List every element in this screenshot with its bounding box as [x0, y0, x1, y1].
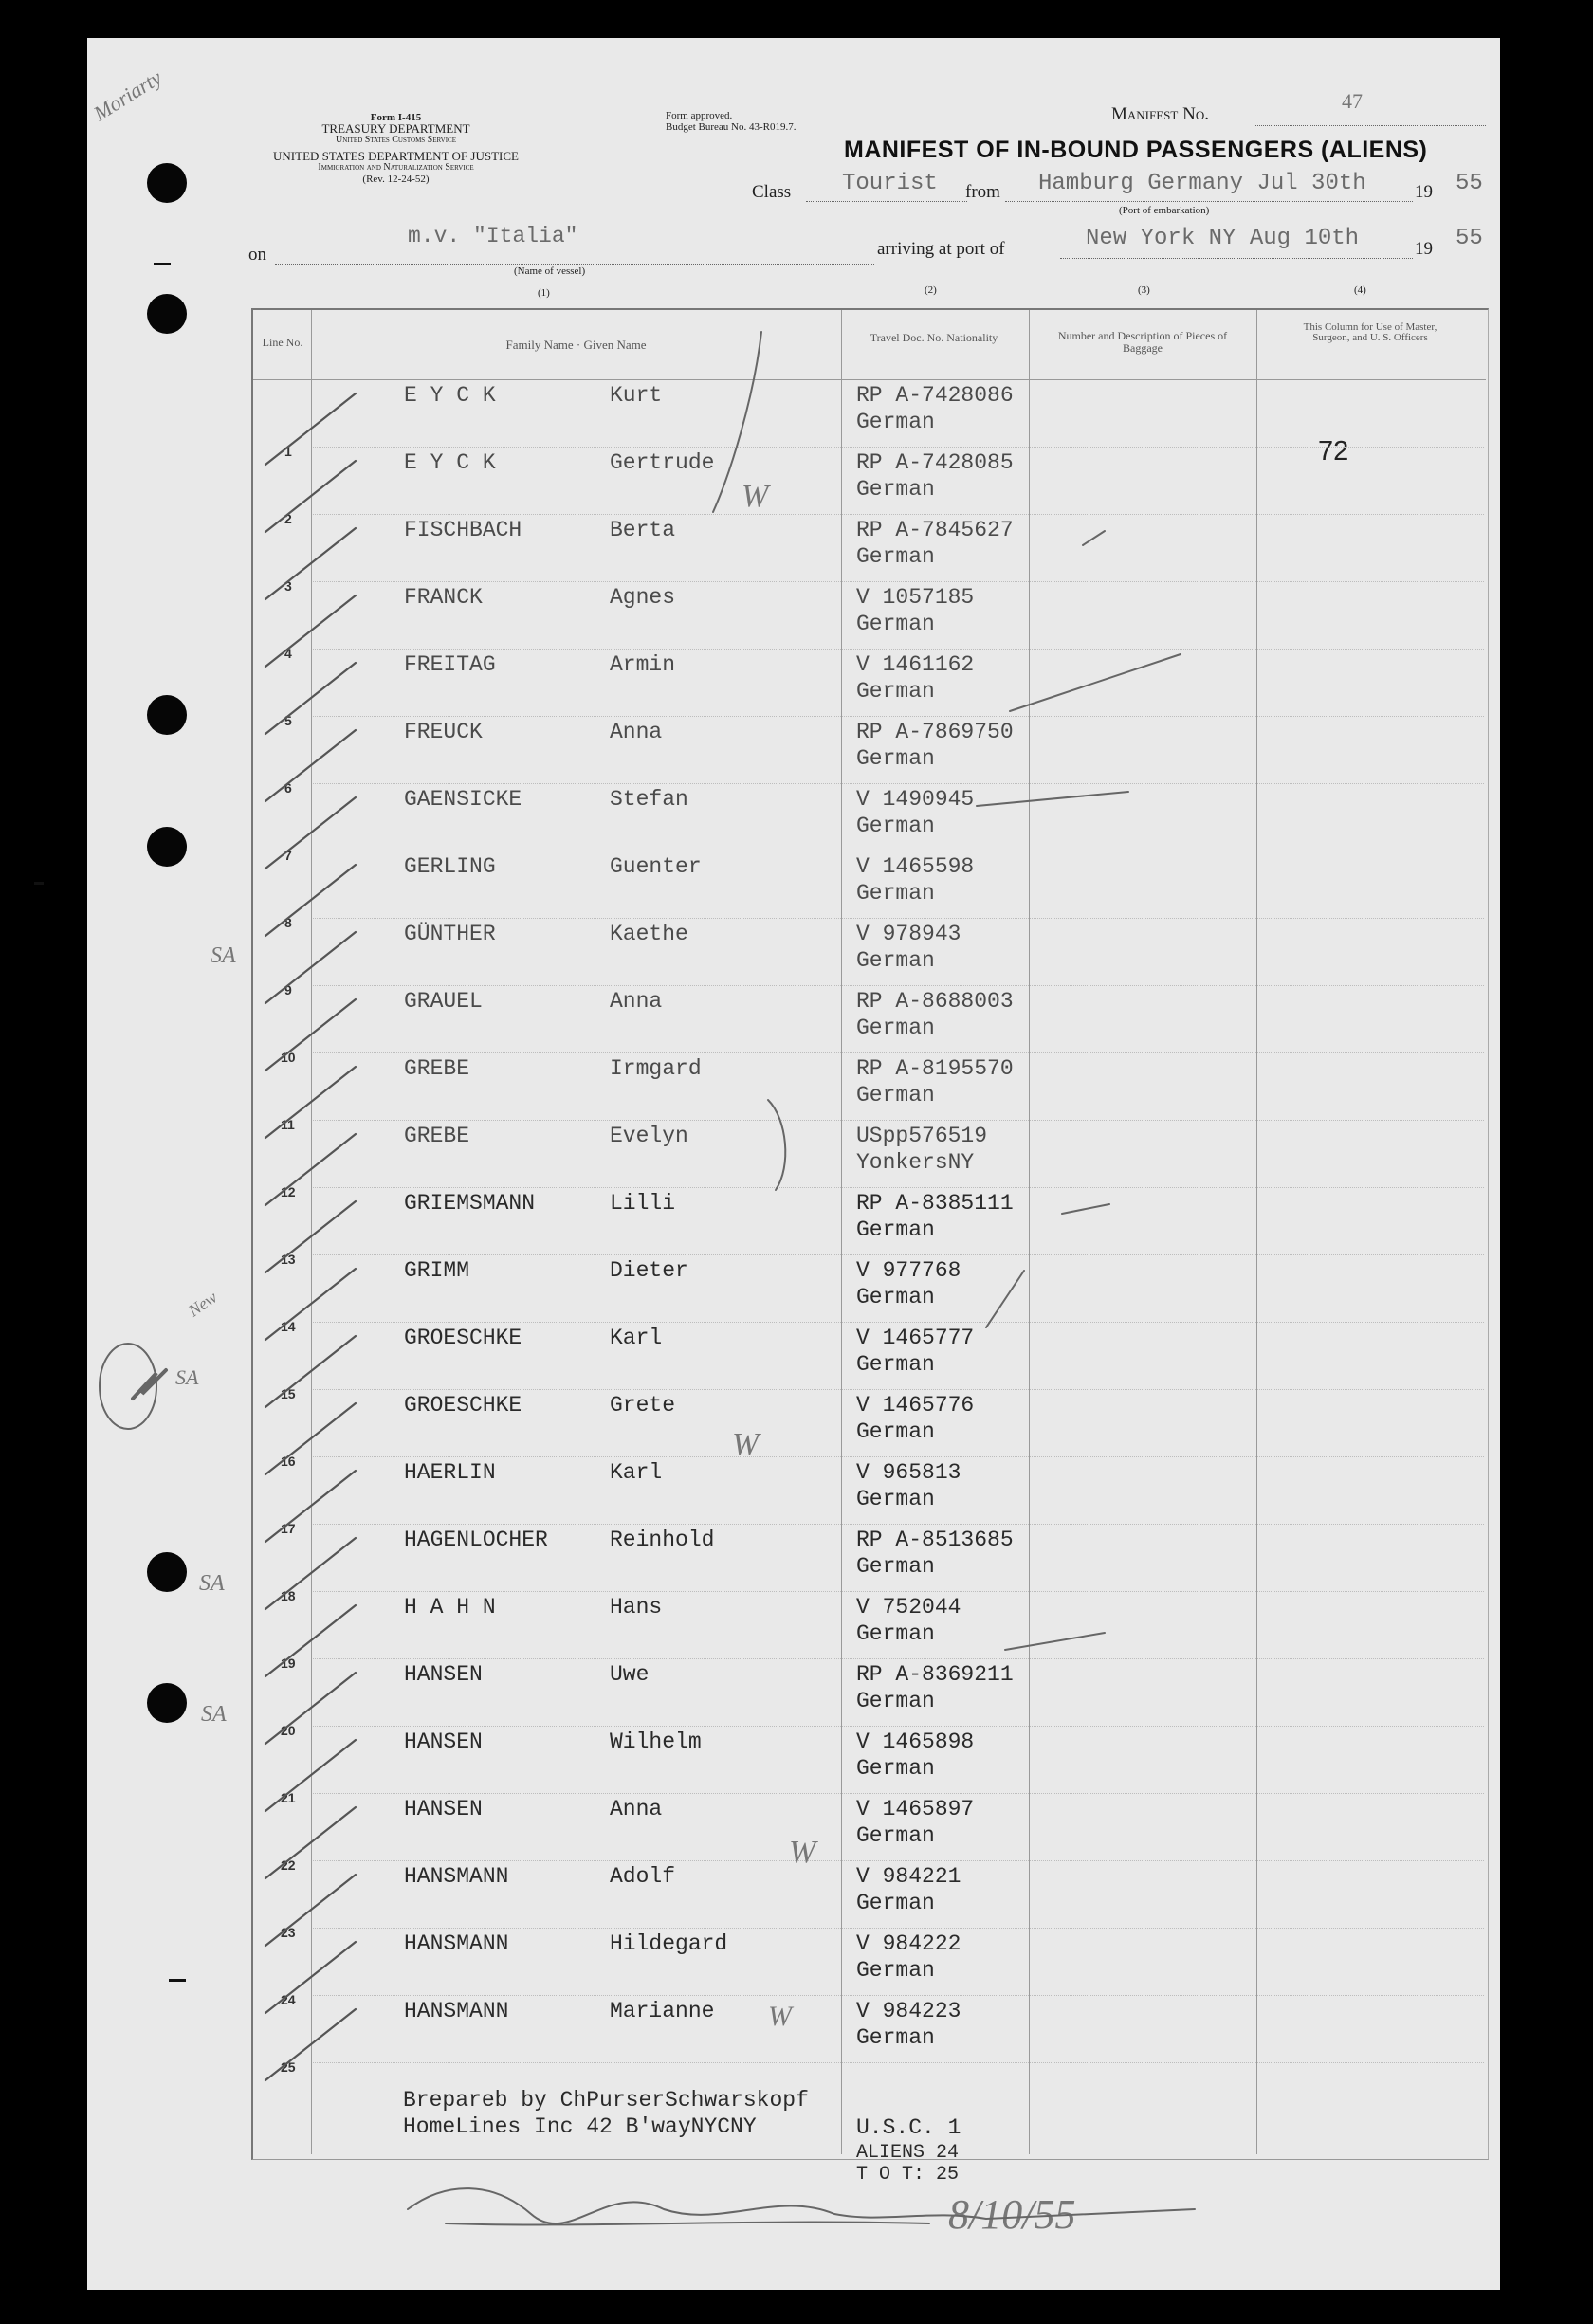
passenger-given-name: Anna	[610, 1797, 663, 1821]
row-separator	[313, 1120, 1484, 1121]
ins-service: Immigration and Naturalization Service	[318, 162, 474, 173]
travel-document-number: V 752044	[856, 1595, 961, 1619]
row-separator	[313, 581, 1484, 582]
passenger-given-name: Gertrude	[610, 450, 715, 475]
usc-count: U.S.C. 1	[856, 2115, 961, 2140]
travel-document-number: RP A-8513685	[856, 1528, 1014, 1552]
passenger-family-name: HANSEN	[404, 1797, 483, 1821]
row-line-number: 12	[281, 1184, 296, 1199]
row-line-number: 6	[284, 780, 292, 796]
row-separator	[313, 1658, 1484, 1659]
column-number-3: (3)	[1138, 284, 1150, 296]
arrival-line	[1060, 258, 1413, 259]
nationality: German	[856, 1217, 935, 1242]
customs-service: United States Customs Service	[336, 135, 456, 145]
row-separator	[313, 1254, 1484, 1255]
passenger-given-name: Hans	[610, 1595, 663, 1619]
arrival-value: New York NY Aug 10th	[1086, 226, 1360, 251]
shipping-company: HomeLines Inc 42 B'wayNYCNY	[403, 2114, 757, 2139]
row-line-number: 5	[284, 713, 292, 728]
passenger-family-name: GROESCHKE	[404, 1326, 522, 1350]
passenger-family-name: FISCHBACH	[404, 518, 522, 542]
handwritten-new: New	[184, 1287, 221, 1321]
binder-hole-2	[147, 294, 187, 334]
travel-document-number: V 984223	[856, 1999, 961, 2023]
nationality: German	[856, 1083, 935, 1107]
nationality: German	[856, 948, 935, 973]
year-prefix-2: 19	[1415, 239, 1433, 259]
travel-document-number: RP A-8369211	[856, 1662, 1014, 1687]
nationality: German	[856, 1621, 935, 1646]
margin-dash	[34, 882, 44, 885]
travel-document-number: V 984221	[856, 1864, 961, 1889]
passenger-given-name: Berta	[610, 518, 676, 542]
vessel-line	[275, 264, 874, 265]
form-approval	[666, 110, 796, 133]
passenger-given-name: Karl	[610, 1326, 663, 1350]
passenger-family-name: GREBE	[404, 1124, 470, 1148]
travel-document-number: V 1461162	[856, 652, 975, 677]
travel-document-number: V 1057185	[856, 585, 975, 610]
passenger-given-name: Stefan	[610, 787, 688, 812]
travel-document-number: RP A-7428085	[856, 450, 1014, 475]
handwritten-sa-1: SA	[211, 943, 236, 968]
passenger-given-name: Wilhelm	[610, 1729, 702, 1754]
manifest-title: MANIFEST OF IN-BOUND PASSENGERS (ALIENS)	[844, 137, 1428, 163]
justice-department: UNITED STATES DEPARTMENT OF JUSTICE	[273, 149, 519, 163]
row-separator	[313, 1726, 1484, 1727]
row-separator	[313, 1591, 1484, 1592]
travel-document-number: V 965813	[856, 1460, 961, 1485]
divider-name	[841, 310, 842, 2154]
binder-hole-3	[147, 695, 187, 735]
nationality: German	[856, 1756, 935, 1781]
nationality: German	[856, 2025, 935, 2050]
vessel-name: m.v. "Italia"	[408, 224, 578, 248]
vessel-caption: (Name of vessel)	[514, 265, 586, 277]
binder-hole-1	[147, 163, 187, 203]
row-line-number: 8	[284, 915, 292, 930]
passenger-family-name: HANSEN	[404, 1662, 483, 1687]
travel-document-number: RP A-8385111	[856, 1191, 1014, 1216]
form-approved: Form approved.	[666, 110, 733, 121]
passenger-given-name: Marianne	[610, 1999, 715, 2023]
row-separator	[313, 1322, 1484, 1323]
travel-document-number: V 1490945	[856, 787, 975, 812]
col-header-name: Family Name · Given Name	[505, 338, 647, 352]
row-separator	[313, 783, 1484, 784]
row-line-number: 7	[284, 848, 292, 863]
nationality: German	[856, 1285, 935, 1309]
nationality: German	[856, 1958, 935, 1983]
nationality: German	[856, 1487, 935, 1511]
passenger-family-name: GRIMM	[404, 1258, 470, 1283]
nationality: German	[856, 544, 935, 569]
departure-year: 55	[1456, 171, 1483, 196]
port-embark-caption: (Port of embarkation)	[1119, 205, 1210, 216]
row-line-number: 15	[281, 1386, 296, 1401]
row-line-number: 21	[281, 1790, 296, 1805]
passenger-given-name: Guenter	[610, 854, 702, 879]
travel-document-number: RP A-7869750	[856, 720, 1014, 744]
row-separator	[313, 1524, 1484, 1525]
row-line-number: 1	[284, 444, 292, 459]
row-separator	[313, 1928, 1484, 1929]
row-line-number: 17	[281, 1521, 296, 1536]
passenger-given-name: Kurt	[610, 383, 663, 408]
nationality: German	[856, 612, 935, 636]
row-separator	[313, 514, 1484, 515]
revision-date: (Rev. 12-24-52)	[362, 174, 430, 185]
row-line-number: 11	[281, 1117, 295, 1132]
divider-baggage	[1256, 310, 1257, 2154]
passenger-family-name: GÜNTHER	[404, 922, 496, 946]
row-separator	[313, 1187, 1484, 1188]
travel-document-number: RP A-8195570	[856, 1056, 1014, 1081]
row-line-number: 2	[284, 511, 292, 526]
row-line-number: 23	[281, 1925, 296, 1940]
row-separator	[313, 649, 1484, 650]
passenger-family-name: FREUCK	[404, 720, 483, 744]
passenger-family-name: GREBE	[404, 1056, 470, 1081]
row-line-number: 19	[281, 1656, 296, 1671]
nationality: German	[856, 1352, 935, 1377]
travel-document-number: V 977768	[856, 1258, 961, 1283]
col-header-baggage: Number and Description of Pieces of Baggage	[1057, 329, 1228, 355]
passenger-family-name: FRANCK	[404, 585, 483, 610]
passenger-given-name: Agnes	[610, 585, 676, 610]
row-line-number: 3	[284, 578, 292, 594]
form-number: Form I-415	[370, 112, 422, 123]
header-underline	[253, 379, 1486, 380]
handwritten-w-3: W	[789, 1835, 816, 1870]
budget-bureau: Budget Bureau No. 43-R019.7.	[666, 121, 796, 133]
handwritten-w-2: W	[732, 1427, 760, 1462]
passenger-family-name: GRAUEL	[404, 989, 483, 1014]
officer-note: 72	[1318, 436, 1349, 467]
travel-document-number: V 1465897	[856, 1797, 975, 1821]
travel-document-number: V 1465776	[856, 1393, 975, 1418]
travel-document-number: V 978943	[856, 922, 961, 946]
column-number-2: (2)	[925, 284, 937, 296]
passenger-given-name: Hildegard	[610, 1931, 728, 1956]
row-line-number: 4	[284, 646, 292, 661]
passenger-family-name: H A H N	[404, 1595, 496, 1619]
passenger-given-name: Uwe	[610, 1662, 650, 1687]
handwritten-w-4: W	[768, 2001, 792, 2032]
row-separator	[313, 716, 1484, 717]
nationality: German	[856, 746, 935, 771]
class-label: Class	[752, 182, 792, 202]
passenger-given-name: Reinhold	[610, 1528, 715, 1552]
col-header-line: Line No.	[262, 336, 303, 349]
passenger-given-name: Karl	[610, 1460, 663, 1485]
passenger-given-name: Anna	[610, 989, 663, 1014]
row-line-number: 13	[281, 1252, 296, 1267]
col-header-travel: Travel Doc. No. Nationality	[870, 331, 998, 344]
total-count: T O T: 25	[856, 2164, 960, 2186]
column-number-1: (1)	[538, 287, 550, 299]
passenger-given-name: Grete	[610, 1393, 676, 1418]
passenger-given-name: Anna	[610, 720, 663, 744]
divider-line-no	[311, 310, 312, 2154]
year-prefix-1: 19	[1415, 182, 1433, 202]
travel-document-number: RP A-7845627	[856, 518, 1014, 542]
row-separator	[313, 1995, 1484, 1996]
passenger-family-name: HAGENLOCHER	[404, 1528, 548, 1552]
row-line-number: 9	[284, 982, 292, 997]
passenger-given-name: Evelyn	[610, 1124, 688, 1148]
row-separator	[313, 1793, 1484, 1794]
row-separator	[313, 1860, 1484, 1861]
passenger-family-name: GAENSICKE	[404, 787, 522, 812]
row-separator	[313, 1052, 1484, 1053]
manifest-no-line	[1254, 125, 1486, 126]
row-line-number: 10	[281, 1050, 296, 1065]
prepared-by: Brepareb by ChPurserSchwarskopf	[403, 2088, 809, 2113]
travel-document-number: V 1465598	[856, 854, 975, 879]
nationality: German	[856, 1554, 935, 1579]
nationality: German	[856, 1823, 935, 1848]
handwritten-sa-2: SA	[175, 1365, 199, 1389]
class-line	[806, 201, 967, 202]
passenger-family-name: GRIEMSMANN	[404, 1191, 536, 1216]
handwritten-name-top: Moriarty	[89, 64, 166, 126]
passenger-family-name: HAERLIN	[404, 1460, 496, 1485]
manifest-no-label: Manifest No.	[1111, 104, 1209, 124]
handwritten-sa-3: SA	[199, 1571, 225, 1596]
binder-hole-4	[147, 827, 187, 867]
passenger-family-name: E Y C K	[404, 383, 496, 408]
row-separator	[313, 1389, 1484, 1390]
row-separator	[313, 985, 1484, 986]
class-value: Tourist	[842, 171, 938, 196]
form-header-left	[242, 112, 550, 185]
aliens-count: ALIENS 24	[856, 2142, 960, 2164]
binder-hole-5	[147, 1552, 187, 1592]
row-line-number: 14	[281, 1319, 296, 1334]
column-number-4: (4)	[1354, 284, 1366, 296]
nationality: German	[856, 881, 935, 906]
passenger-family-name: GROESCHKE	[404, 1393, 522, 1418]
passenger-given-name: Armin	[610, 652, 676, 677]
manifest-no-value: 47	[1342, 89, 1363, 113]
passenger-family-name: HANSEN	[404, 1729, 483, 1754]
passenger-family-name: HANSMANN	[404, 1864, 509, 1889]
arriving-label: arriving at port of	[877, 239, 1005, 259]
embarkation-value: Hamburg Germany Jul 30th	[1038, 171, 1366, 196]
from-label: from	[965, 182, 1000, 202]
on-label: on	[248, 245, 266, 265]
row-separator	[313, 2062, 1484, 2063]
binder-hole-6	[147, 1683, 187, 1723]
handwritten-w-1: W	[742, 479, 769, 514]
passenger-given-name: Kaethe	[610, 922, 688, 946]
nationality: German	[856, 1689, 935, 1713]
passenger-given-name: Adolf	[610, 1864, 676, 1889]
treasury-department: TREASURY DEPARTMENT	[321, 121, 470, 136]
passenger-family-name: FREITAG	[404, 652, 496, 677]
nationality: German	[856, 1891, 935, 1915]
row-line-number: 18	[281, 1588, 296, 1603]
nationality: German	[856, 477, 935, 502]
row-separator	[313, 447, 1484, 448]
col-header-officers: This Column for Use of Master, Surgeon, and U. S. Officers	[1303, 321, 1437, 343]
nationality: YonkersNY	[856, 1150, 975, 1175]
row-separator	[313, 1456, 1484, 1457]
travel-document-number: RP A-7428086	[856, 383, 1014, 408]
from-line	[1005, 201, 1413, 202]
nationality: German	[856, 1016, 935, 1040]
nationality: German	[856, 679, 935, 704]
row-separator	[313, 918, 1484, 919]
row-line-number: 16	[281, 1454, 296, 1469]
margin-dash	[169, 1979, 186, 1982]
row-line-number: 25	[281, 2059, 296, 2075]
row-line-number: 20	[281, 1723, 296, 1738]
margin-dash	[154, 263, 171, 265]
travel-document-number: RP A-8688003	[856, 989, 1014, 1014]
row-line-number: 22	[281, 1857, 296, 1873]
nationality: German	[856, 410, 935, 434]
passenger-family-name: GERLING	[404, 854, 496, 879]
passenger-given-name: Lilli	[610, 1191, 676, 1216]
passenger-family-name: HANSMANN	[404, 1931, 509, 1956]
handwritten-sa-4: SA	[201, 1702, 227, 1727]
divider-travel	[1029, 310, 1030, 2154]
travel-document-number: USpp576519	[856, 1124, 988, 1148]
travel-document-number: V 984222	[856, 1931, 961, 1956]
travel-document-number: V 1465898	[856, 1729, 975, 1754]
signature-date: 8/10/55	[948, 2191, 1076, 2238]
passenger-given-name: Dieter	[610, 1258, 688, 1283]
nationality: German	[856, 1419, 935, 1444]
nationality: German	[856, 814, 935, 838]
passenger-family-name: E Y C K	[404, 450, 496, 475]
passenger-given-name: Irmgard	[610, 1056, 702, 1081]
travel-document-number: V 1465777	[856, 1326, 975, 1350]
arrival-year: 55	[1456, 226, 1483, 251]
row-line-number: 24	[281, 1992, 296, 2007]
passenger-family-name: HANSMANN	[404, 1999, 509, 2023]
